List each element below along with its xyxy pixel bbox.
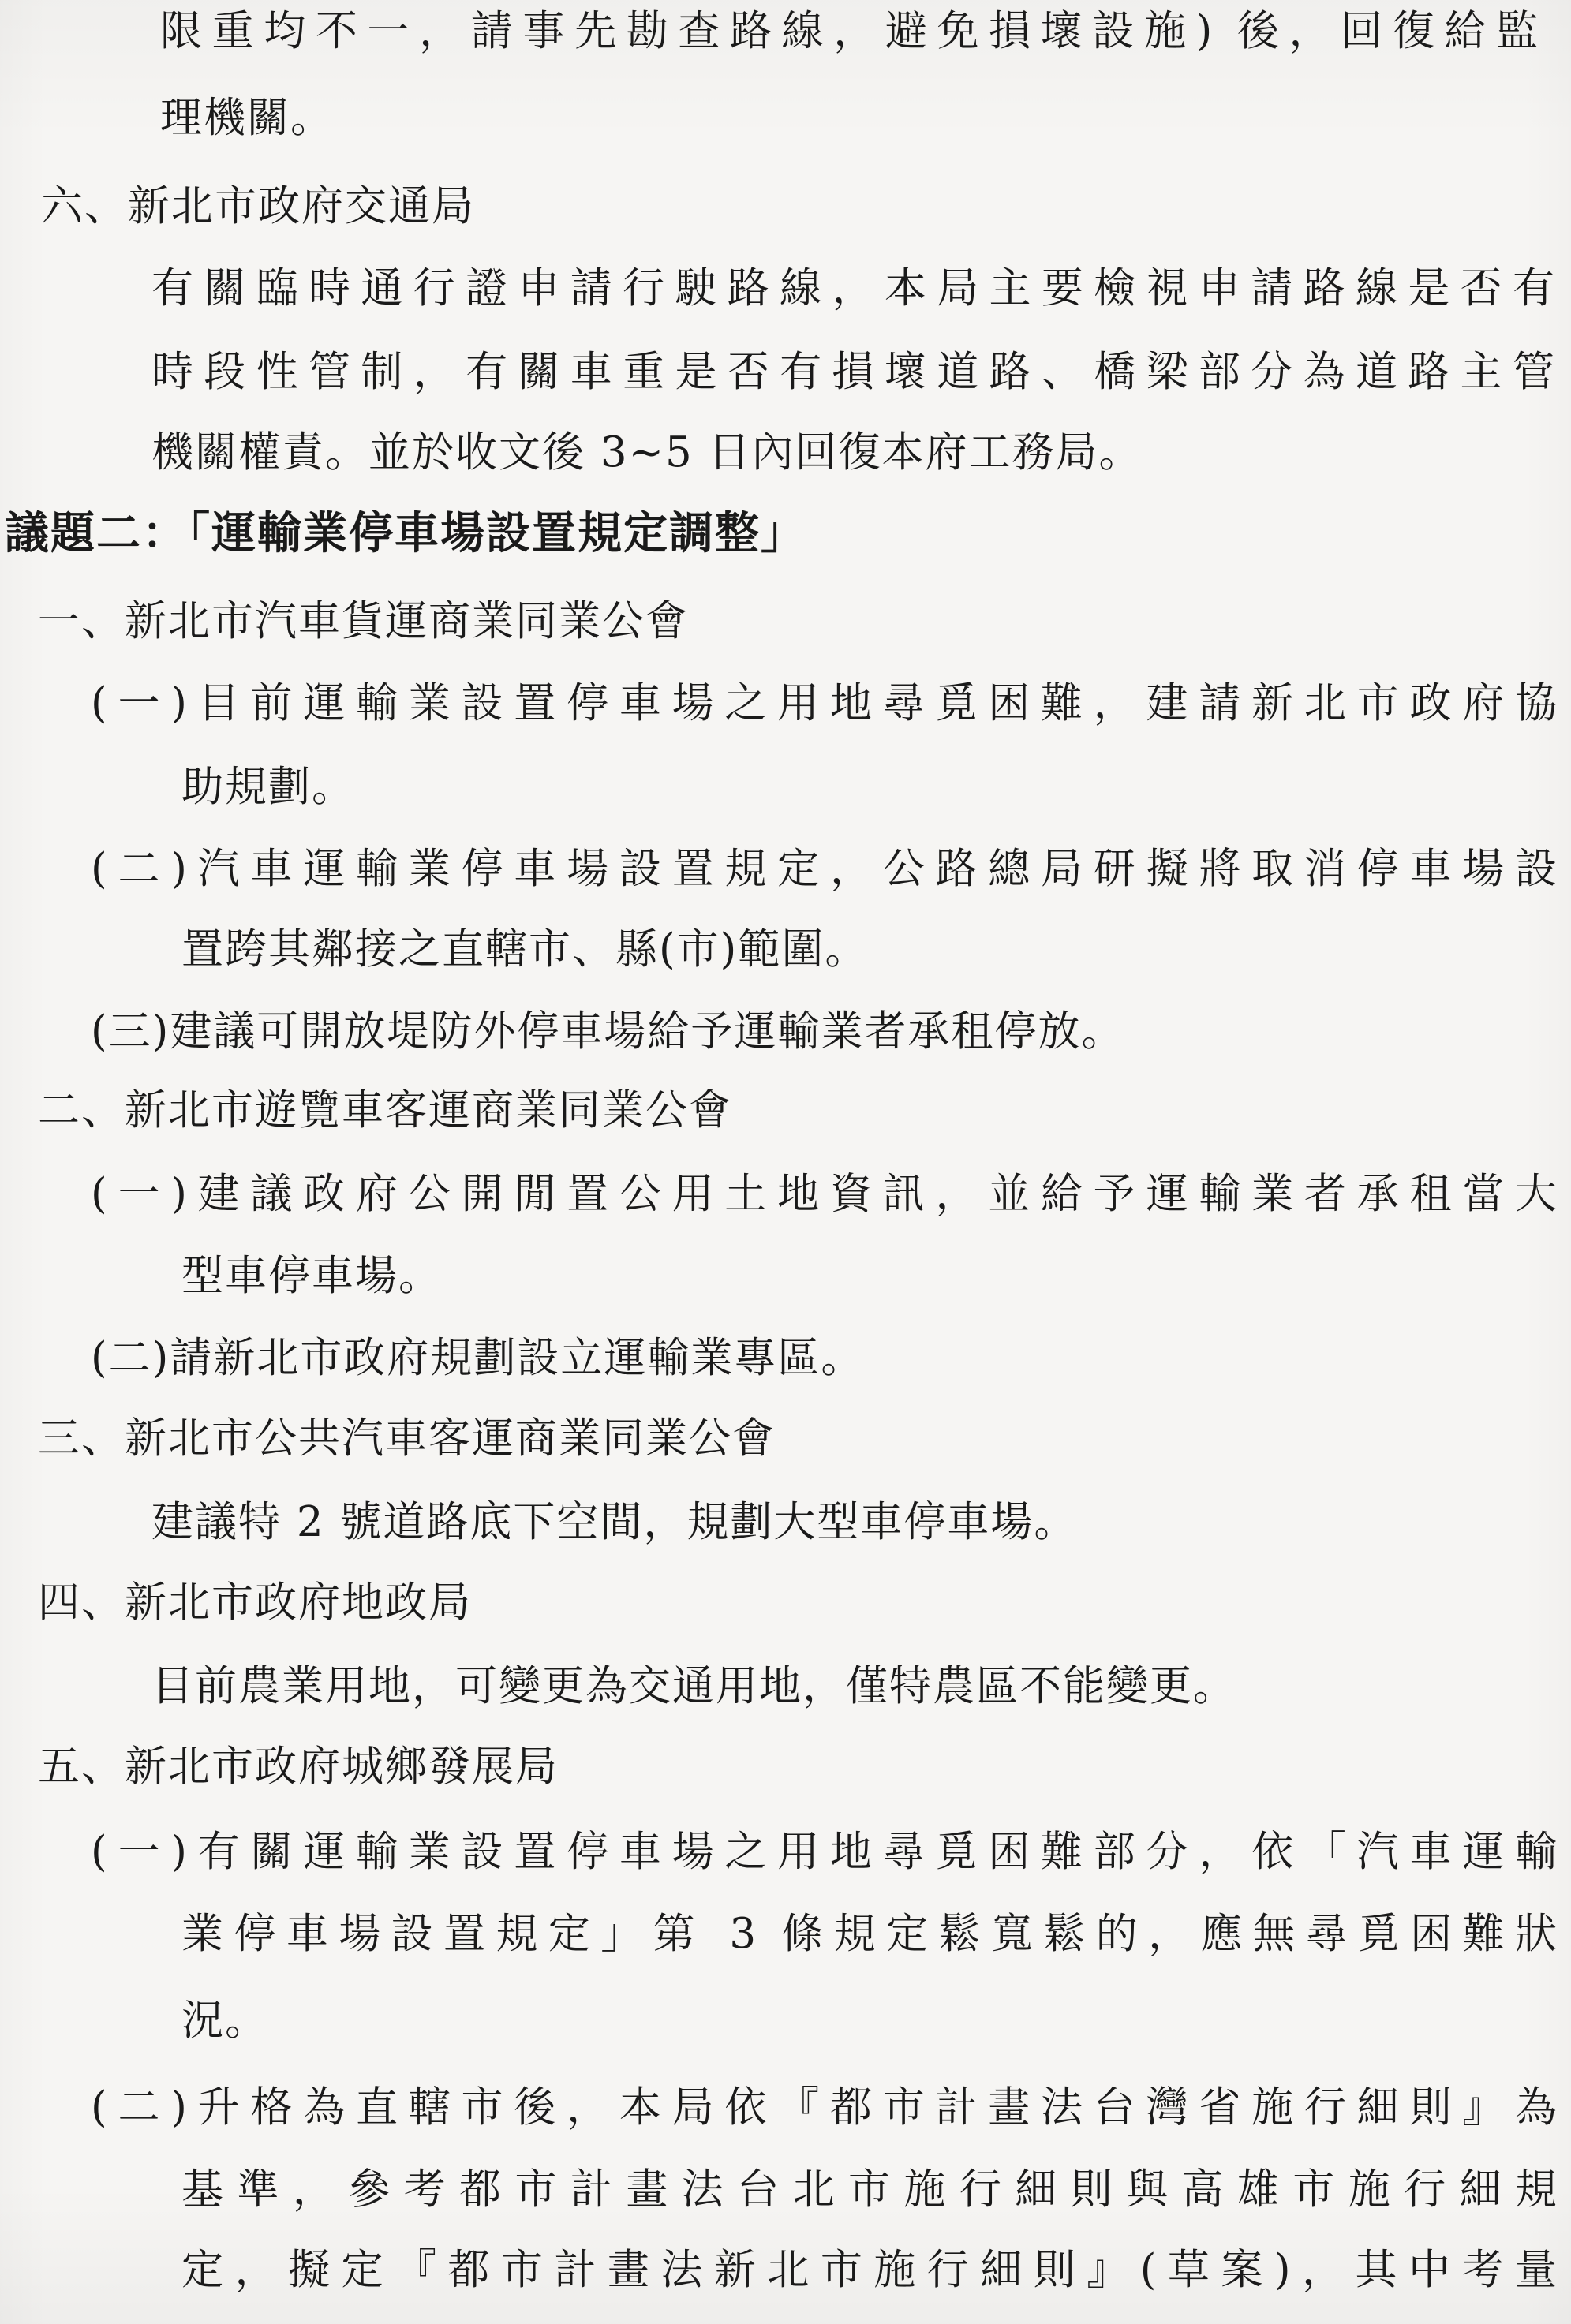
topic-heading: 議題二：「運輸業停車場設置規定調整」 — [5, 507, 806, 559]
text-line: 時段性管制，有關車重是否有損壞道路、橋梁部分為道路主管 — [151, 348, 1556, 396]
text-line: 況。 — [181, 1997, 268, 2045]
text-line: (三)建議可開放堤防外停車場給予運輸業者承租停放。 — [91, 1007, 1125, 1056]
text-line: (二)升格為直轄市後，本局依『都市計畫法台灣省施行細則』為 — [91, 2083, 1558, 2132]
text-line: (一)目前運輸業設置停車場之用地尋覓困難，建請新北市政府協 — [91, 679, 1558, 727]
text-line: 置跨其鄰接之直轄市、縣(市)範圍。 — [181, 925, 869, 973]
text-line: 業停車場設置規定」第 3 條規定鬆寬鬆的，應無尋覓困難狀 — [181, 1910, 1558, 1958]
text-line: (二)汽車運輸業停車場設置規定，公路總局研擬將取消停車場設 — [91, 845, 1558, 893]
text-line: 型車停車場。 — [181, 1252, 442, 1300]
section-heading: 三、新北市公共汽車客運商業同業公會 — [38, 1414, 776, 1463]
text-line: 定，擬定『都市計畫法新北市施行細則』(草案)，其中考量 — [181, 2246, 1558, 2294]
section-heading: 四、新北市政府地政局 — [38, 1579, 472, 1627]
text-line: 建議特 2 號道路底下空間，規劃大型車停車場。 — [151, 1498, 1078, 1546]
text-line: 機關權責。並於收文後 3~5 日內回復本府工務局。 — [151, 428, 1143, 476]
text-line: 目前農業用地，可變更為交通用地，僅特農區不能變更。 — [151, 1662, 1236, 1710]
text-line: 基準，參考都市計畫法台北市施行細則與高雄市施行細規 — [181, 2165, 1558, 2214]
section-heading: 二、新北市遊覽車客運商業同業公會 — [38, 1086, 732, 1134]
section-heading: 五、新北市政府城鄉發展局 — [38, 1743, 559, 1791]
text-line: 限重均不一，請事先勘查路線，避免損壞設施) 後，回復給監 — [160, 7, 1539, 55]
text-line: 助規劃。 — [181, 763, 355, 811]
section-heading: 一、新北市汽車貨運商業同業公會 — [38, 597, 689, 645]
text-line: (一)有關運輸業設置停車場之用地尋覓困難部分，依「汽車運輸 — [91, 1828, 1558, 1876]
section-heading: 六、新北市政府交通局 — [41, 182, 475, 230]
text-line: (一)建議政府公開閒置公用土地資訊，並給予運輸業者承租當大 — [91, 1170, 1558, 1218]
text-line: 有關臨時通行證申請行駛路線，本局主要檢視申請路線是否有 — [151, 264, 1556, 312]
text-line: (二)請新北市政府規劃設立運輸業專區。 — [91, 1334, 865, 1382]
text-line: 理機關。 — [160, 94, 334, 142]
